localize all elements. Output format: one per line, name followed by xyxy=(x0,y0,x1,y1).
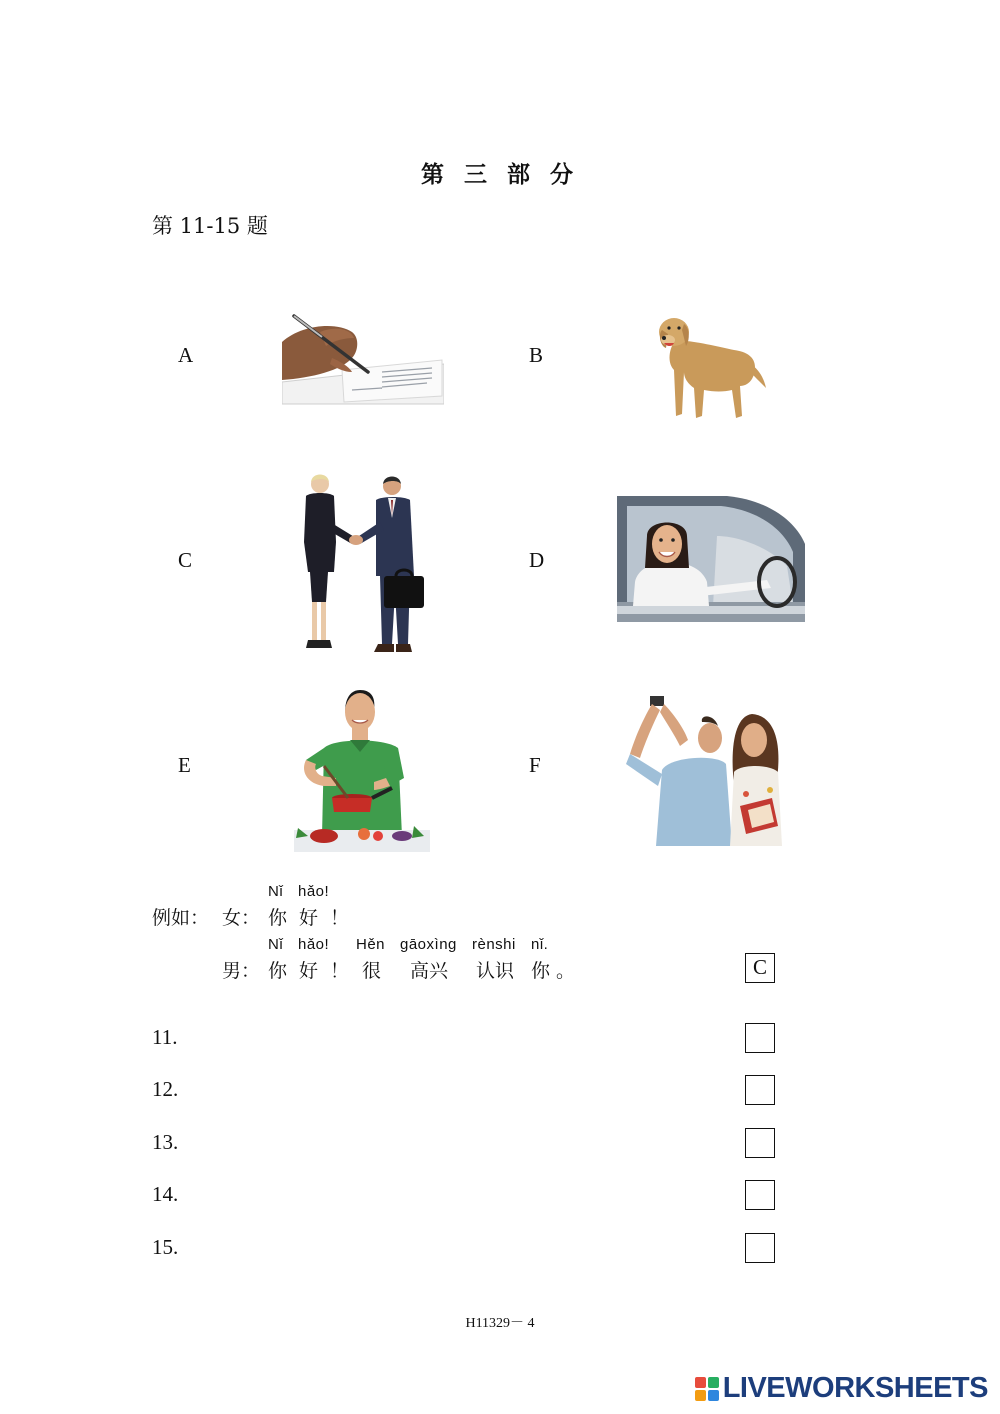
speaker-female: 女： xyxy=(222,907,261,929)
answer-box-15[interactable] xyxy=(745,1233,775,1263)
hanzi-period: 。 xyxy=(556,960,576,982)
question-number-14: 14. xyxy=(152,1182,179,1206)
option-letter-f: F xyxy=(529,753,541,777)
question-number-12: 12. xyxy=(152,1077,179,1101)
answer-box-11[interactable] xyxy=(745,1023,775,1053)
page-footer: H11329－ 4 xyxy=(465,1316,535,1331)
hanzi-renshi: 认识 xyxy=(476,960,515,982)
question-number-13: 13. xyxy=(152,1130,179,1154)
hand-signing-document-image xyxy=(282,312,444,408)
pinyin-ni: Nǐ xyxy=(268,883,284,900)
question-number-11: 11. xyxy=(152,1025,178,1049)
speaker-male: 男： xyxy=(222,960,261,982)
couple-taking-photo-image xyxy=(622,694,802,846)
hanzi-gaoxing: 高兴 xyxy=(410,960,449,982)
pinyin-ni: nǐ. xyxy=(531,936,549,953)
hanzi-hen: 很 xyxy=(362,960,382,982)
logo-icon xyxy=(695,1377,719,1401)
pinyin-gaoxing: gāoxìng xyxy=(400,936,457,953)
woman-driving-car-image xyxy=(617,496,805,622)
hanzi-ni: 你 xyxy=(268,960,288,982)
logo-text: LIVEWORKSHEETS xyxy=(722,1372,988,1404)
answer-box-14[interactable] xyxy=(745,1180,775,1210)
man-cooking-image xyxy=(294,686,430,852)
question-number-15: 15. xyxy=(152,1235,179,1259)
question-range: 第 11-15 题 xyxy=(152,214,268,238)
hanzi-hao: 好 xyxy=(299,960,319,982)
example-answer-box: C xyxy=(745,953,775,983)
pinyin-hen: Hěn xyxy=(356,936,386,953)
liveworksheets-logo[interactable] xyxy=(695,1372,988,1405)
pinyin-hao: hǎo! xyxy=(298,883,330,900)
option-letter-c: C xyxy=(178,548,193,572)
option-letter-a: A xyxy=(178,343,194,367)
hanzi-exclamation: ！ xyxy=(330,960,350,982)
answer-box-12[interactable] xyxy=(745,1075,775,1105)
hanzi-exclamation: ！ xyxy=(330,907,350,929)
answer-box-13[interactable] xyxy=(745,1128,775,1158)
pinyin-renshi: rènshi xyxy=(472,936,516,953)
dog-image xyxy=(654,312,766,422)
pinyin-ni: Nǐ xyxy=(268,936,284,953)
hanzi-hao: 好 xyxy=(299,907,319,929)
pinyin-hao: hǎo! xyxy=(298,936,330,953)
example-label: 例如： xyxy=(152,907,210,929)
section-title: 第 三 部 分 xyxy=(420,161,580,188)
handshake-image xyxy=(300,472,432,652)
hanzi-ni: 你 xyxy=(531,960,551,982)
option-letter-b: B xyxy=(529,343,544,367)
hanzi-ni: 你 xyxy=(268,907,288,929)
option-letter-e: E xyxy=(178,753,191,777)
option-letter-d: D xyxy=(529,548,545,572)
